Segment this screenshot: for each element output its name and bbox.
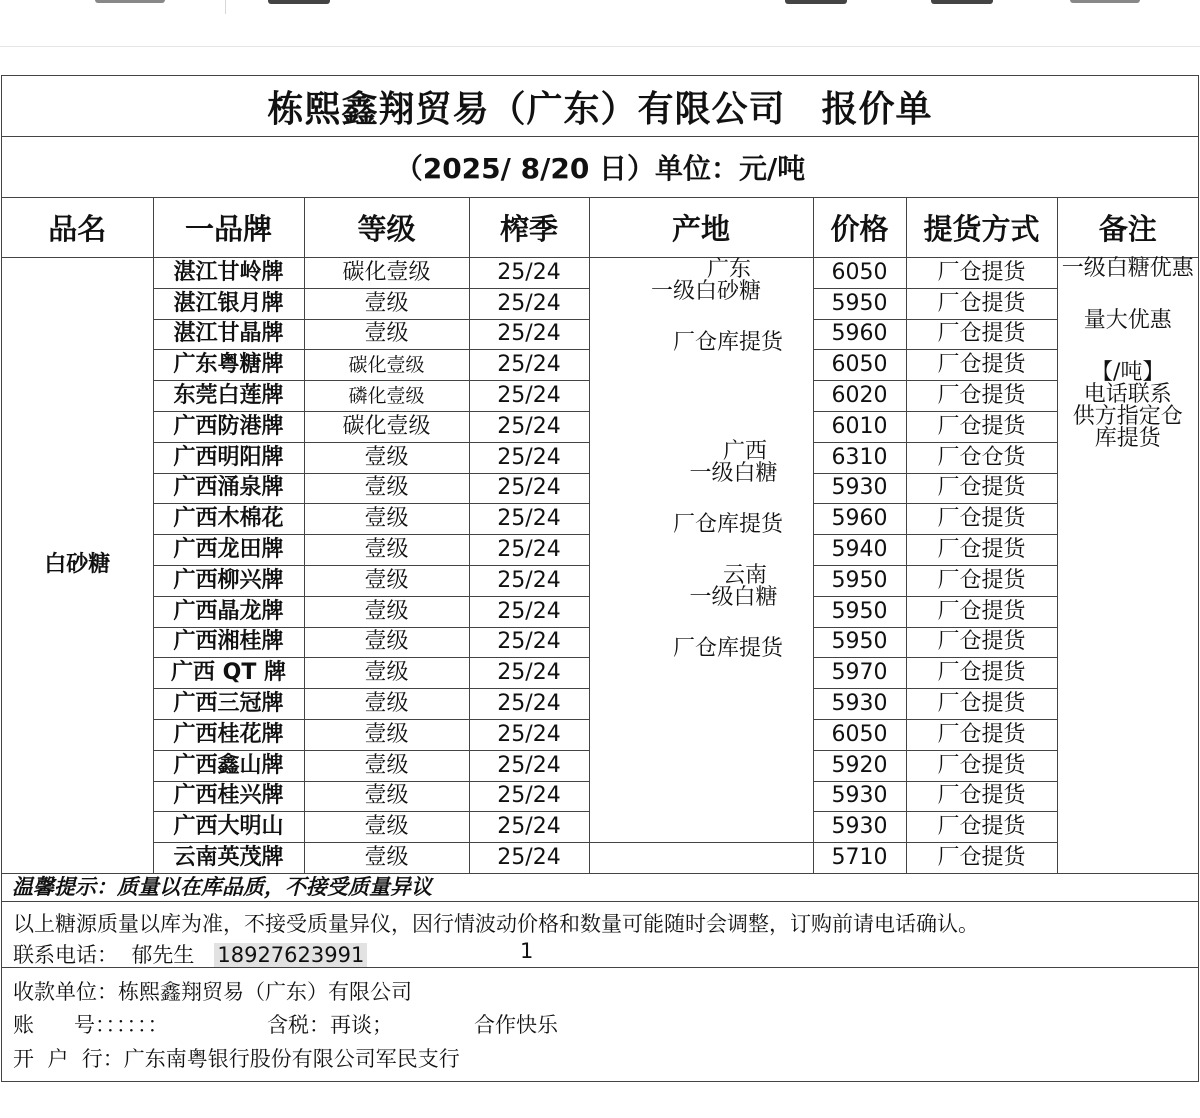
origin-guangxi-pickup: 厂仓库提货 (672, 512, 783, 537)
grade-cell: 壹级 (304, 843, 469, 874)
price-cell: 6050 (813, 350, 906, 381)
column-header-grade: 等级 (304, 197, 469, 258)
grade-cell: 壹级 (304, 535, 469, 566)
season-cell: 25/24 (469, 658, 589, 689)
brand-cell: 广西桂花牌 (153, 719, 304, 750)
pickup-cell: 厂仓提货 (906, 288, 1057, 319)
price-cell: 5930 (813, 689, 906, 720)
season-cell: 25/24 (469, 288, 589, 319)
brand-cell: 广西湘桂牌 (153, 627, 304, 658)
toolbar-fragment (1070, 0, 1140, 3)
price-cell: 6050 (813, 719, 906, 750)
grade-cell: 磷化壹级 (304, 381, 469, 412)
pickup-cell: 厂仓提货 (906, 319, 1057, 350)
brand-cell: 湛江甘岭牌 (153, 258, 304, 289)
price-cell: 6050 (813, 258, 906, 289)
product-category: 白砂糖 (2, 258, 153, 874)
season-cell: 25/24 (469, 812, 589, 843)
grade-cell: 壹级 (304, 689, 469, 720)
season-cell: 25/24 (469, 781, 589, 812)
brand-cell: 广西大明山 (153, 812, 304, 843)
origin-guangdong-pickup: 厂仓库提货 (672, 330, 783, 355)
season-cell: 25/24 (469, 473, 589, 504)
origin-cell-empty (589, 843, 813, 874)
column-header-season: 榨季 (469, 197, 589, 258)
toolbar-button-fragment[interactable] (268, 0, 330, 4)
brand-cell: 广西防港牌 (153, 411, 304, 442)
price-cell: 6010 (813, 411, 906, 442)
grade-cell: 壹级 (304, 473, 469, 504)
grade-cell: 壹级 (304, 442, 469, 473)
table-row (2, 258, 1198, 289)
brand-cell: 广西鑫山牌 (153, 750, 304, 781)
column-header-pickup: 提货方式 (906, 197, 1057, 258)
season-cell: 25/24 (469, 565, 589, 596)
price-cell: 5950 (813, 596, 906, 627)
pickup-cell: 厂仓提货 (906, 843, 1057, 874)
document-type: 报价单 (821, 88, 933, 130)
pickup-cell: 厂仓提货 (906, 258, 1057, 289)
season-cell: 25/24 (469, 504, 589, 535)
quality-tip: 温馨提示：质量以在库品质，不接受质量异议 (2, 872, 1198, 902)
brand-cell: 广西龙田牌 (153, 535, 304, 566)
origin-guangxi-region: 广西 (722, 439, 767, 464)
brand-cell: 广西涌泉牌 (153, 473, 304, 504)
season-cell: 25/24 (469, 750, 589, 781)
origin-yunnan-type: 一级白糖 (689, 585, 778, 610)
brand-cell: 广西晶龙牌 (153, 596, 304, 627)
brand-cell: 广西桂兴牌 (153, 781, 304, 812)
season-cell: 25/24 (469, 689, 589, 720)
grade-cell: 壹级 (304, 627, 469, 658)
price-cell: 5930 (813, 781, 906, 812)
remark-unit: 【/吨】 (1091, 360, 1165, 385)
toolbar-button-fragment[interactable] (931, 0, 993, 4)
origin-guangdong-region: 广东 (706, 257, 751, 282)
price-cell: 5970 (813, 658, 906, 689)
price-cell: 6020 (813, 381, 906, 412)
grade-cell: 壹级 (304, 288, 469, 319)
season-cell: 25/24 (469, 719, 589, 750)
brand-cell: 湛江银月牌 (153, 288, 304, 319)
contact-label: 联系电话： 郁先生 (13, 943, 195, 967)
remark-warehouse-2: 库提货 (1094, 426, 1161, 451)
notice-text: 以上糖源质量以库为准，不接受质量异仪，因行情波动价格和数量可能随时会调整，订购前请电话确认。 (13, 912, 979, 936)
pickup-cell: 厂仓提货 (906, 689, 1057, 720)
price-cell: 5930 (813, 812, 906, 843)
table-row (2, 843, 1198, 874)
grade-cell: 壹级 (304, 319, 469, 350)
table-header-row (2, 197, 1198, 258)
remarks-cell (1057, 258, 1198, 874)
brand-cell: 广西 QT 牌 (153, 658, 304, 689)
column-header-remarks: 备注 (1057, 197, 1198, 258)
season-cell: 25/24 (469, 350, 589, 381)
column-header-product: 品名 (2, 197, 153, 258)
grade-cell: 碳化壹级 (304, 350, 469, 381)
pickup-cell: 厂仓提货 (906, 381, 1057, 412)
price-cell: 5940 (813, 535, 906, 566)
pickup-cell: 厂仓提货 (906, 565, 1057, 596)
grade-cell: 壹级 (304, 565, 469, 596)
season-cell: 25/24 (469, 627, 589, 658)
grade-cell: 碳化壹级 (304, 258, 469, 289)
pickup-cell: 厂仓提货 (906, 812, 1057, 843)
grade-cell: 壹级 (304, 781, 469, 812)
pickup-cell: 厂仓仓货 (906, 442, 1057, 473)
pickup-cell: 厂仓提货 (906, 350, 1057, 381)
season-cell: 25/24 (469, 381, 589, 412)
price-cell: 5960 (813, 504, 906, 535)
grade-cell: 壹级 (304, 812, 469, 843)
brand-cell: 东莞白莲牌 (153, 381, 304, 412)
contact-line (13, 939, 367, 969)
pickup-cell: 厂仓提货 (906, 504, 1057, 535)
origin-yunnan-pickup: 厂仓库提货 (672, 636, 783, 661)
season-cell: 25/24 (469, 843, 589, 874)
notice-section (2, 902, 1198, 968)
price-table (2, 197, 1198, 874)
payment-section (2, 967, 1198, 1083)
season-cell: 25/24 (469, 319, 589, 350)
pickup-cell: 厂仓提货 (906, 535, 1057, 566)
grade-cell: 壹级 (304, 750, 469, 781)
origin-guangxi-type: 一级白糖 (689, 461, 778, 486)
grade-cell: 壹级 (304, 658, 469, 689)
pickup-cell: 厂仓提货 (906, 627, 1057, 658)
phone-number[interactable]: 18927623991 (214, 943, 367, 967)
brand-cell: 广西三冠牌 (153, 689, 304, 720)
remark-warehouse-1: 供方指定仓 (1072, 404, 1183, 429)
season-cell: 25/24 (469, 258, 589, 289)
toolbar-button-fragment[interactable] (785, 0, 847, 4)
price-cell: 5950 (813, 627, 906, 658)
price-cell: 5710 (813, 843, 906, 874)
grade-cell: 碳化壹级 (304, 411, 469, 442)
price-cell: 5960 (813, 319, 906, 350)
column-header-price: 价格 (813, 197, 906, 258)
pickup-cell: 厂仓提货 (906, 750, 1057, 781)
tax-info: 含税：再谈； (267, 1013, 393, 1037)
company-name: 栋熙鑫翔贸易（广东）有限公司 (267, 88, 786, 130)
company-title (2, 76, 1198, 137)
remark-phone: 电话联系 (1083, 382, 1172, 407)
account-line: 账 号：：：：：： (13, 1013, 169, 1037)
pickup-cell: 厂仓提货 (906, 473, 1057, 504)
column-header-brand: 一品牌 (153, 197, 304, 258)
pickup-cell: 厂仓提货 (906, 658, 1057, 689)
toolbar-fragment (95, 0, 165, 3)
cooperation-text: 合作快乐 (474, 1013, 558, 1037)
price-cell: 6310 (813, 442, 906, 473)
grade-cell: 壹级 (304, 504, 469, 535)
remark-discount: 一级白糖优惠 (1061, 256, 1194, 281)
price-cell: 5950 (813, 288, 906, 319)
season-cell: 25/24 (469, 411, 589, 442)
bank-line: 开 户 行：广东南粤银行股份有限公司军民支行 (13, 1047, 460, 1071)
price-cell: 5950 (813, 565, 906, 596)
payee-line: 收款单位：栋熙鑫翔贸易（广东）有限公司 (13, 980, 412, 1004)
origin-cell (589, 258, 813, 843)
browser-top-bar (0, 0, 1200, 47)
brand-cell: 云南英茂牌 (153, 843, 304, 874)
quotation-sheet (1, 75, 1199, 1082)
price-cell: 5930 (813, 473, 906, 504)
price-cell: 5920 (813, 750, 906, 781)
grade-cell: 壹级 (304, 719, 469, 750)
origin-guangdong-type: 一级白砂糖 (650, 279, 761, 304)
pickup-cell: 厂仓提货 (906, 719, 1057, 750)
remark-volume: 量大优惠 (1083, 308, 1172, 333)
season-cell: 25/24 (469, 596, 589, 627)
origin-yunnan-region: 云南 (722, 563, 767, 588)
column-header-origin: 产地 (589, 197, 813, 258)
brand-cell: 湛江甘晶牌 (153, 319, 304, 350)
season-cell: 25/24 (469, 442, 589, 473)
pickup-cell: 厂仓提货 (906, 411, 1057, 442)
toolbar-divider (225, 0, 226, 14)
brand-cell: 广西明阳牌 (153, 442, 304, 473)
brand-cell: 广西柳兴牌 (153, 565, 304, 596)
date-unit-line: （2025/ 8/20 日）单位：元/吨 (2, 136, 1198, 198)
brand-cell: 广东粤糖牌 (153, 350, 304, 381)
pickup-cell: 厂仓提货 (906, 596, 1057, 627)
pickup-cell: 厂仓提货 (906, 781, 1057, 812)
grade-cell: 壹级 (304, 596, 469, 627)
brand-cell: 广西木棉花 (153, 504, 304, 535)
season-cell: 25/24 (469, 535, 589, 566)
contact-extra: 1 (520, 939, 534, 963)
